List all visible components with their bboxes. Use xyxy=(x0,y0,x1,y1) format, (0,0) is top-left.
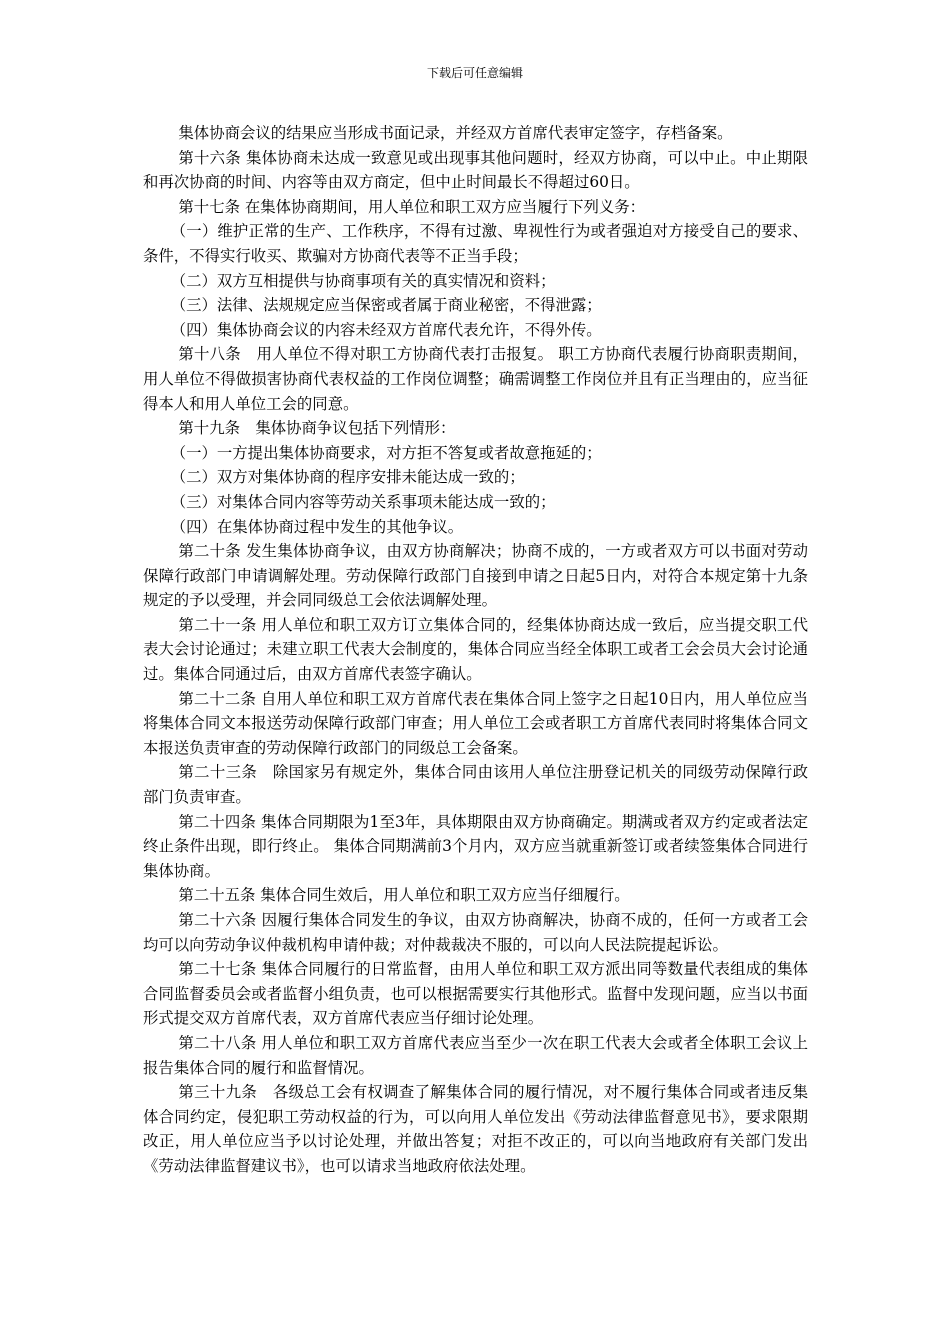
list-item: （一）维护正常的生产、工作秩序，不得有过激、卑视性行为或者强迫对方接受自己的要求、条件，不得实行收买、欺骗对方协商代表等不正当手段； xyxy=(143,222,808,265)
article-39-paragraph: 第三十九条 各级总工会有权调查了解集体合同的履行情况，对不履行集体合同或者违反集体合同约定，侵犯职工劳动权益的行为，可以向用人单位发出《劳动法律监督意见书》，要求限期改正，用人单位应当予以讨论处理，并做出答复；对拒不改正的，可以向当地政府有关部门发出《劳动法律监督建议书》，也可以请求当地政府依法处理。 xyxy=(143,1083,808,1175)
article-16-paragraph: 第十六条 集体协商未达成一致意见或出现事其他问题时，经双方协商，可以中止。中止期限和再次协商的时间、内容等由双方商定，但中止时间最长不得超过60日。 xyxy=(143,148,808,192)
article-27-paragraph: 第二十七条 集体合同履行的日常监督，由用人单位和职工双方派出同等数量代表组成的集体合同监督委员会或者监督小组负责，也可以根据需要实行其他形式。监督中发现问题，应当以书面形式提交双方首席代表，双方首席代表应当仔细讨论处理。 xyxy=(143,960,808,1028)
page-header: 下载后可任意编辑 xyxy=(426,66,523,80)
document-body xyxy=(143,121,808,1179)
list-item: （二）双方互相提供与协商事项有关的真实情况和资料； xyxy=(170,271,556,290)
article-22-paragraph: 第二十二条 自用人单位和职工双方首席代表在集体合同上签字之日起10日内，用人单位应当将集体合同文本报送劳动保障行政部门审查；用人单位工会或者职工方首席代表同时将集体合同文本报送负责审查的劳动保障行政部门的同级总工会备案。 xyxy=(143,689,808,757)
list-item: （三）法律、法规规定应当保密或者属于商业秘密，不得泄露； xyxy=(170,296,602,315)
article-28-paragraph: 第二十八条 用人单位和职工双方首席代表应当至少一次在职工代表大会或者全体职工会议上报告集体合同的履行和监督情况。 xyxy=(143,1033,808,1077)
article-17-paragraph: 第十七条 在集体协商期间，用人单位和职工双方应当履行下列义务： xyxy=(178,197,646,216)
list-item: （四）集体协商会议的内容未经双方首席代表允许，不得外传。 xyxy=(170,320,602,339)
article-23-paragraph: 第二十三条 除国家另有规定外，集体合同由该用人单位注册登记机关的同级劳动保障行政部门负责审查。 xyxy=(143,763,808,807)
article-21-paragraph: 第二十一条 用人单位和职工双方订立集体合同的，经集体协商达成一致后，应当提交职工代表大会讨论通过；未建立职工代表大会制度的，集体合同应当经全体职工或者工会会员大会讨论通过。集体合同通过后，由双方首席代表签字确认。 xyxy=(143,615,808,684)
article-19-paragraph: 第十九条 集体协商争议包括下列情形： xyxy=(178,419,456,438)
list-item: （一）一方提出集体协商要求，对方拒不答复或者故意拖延的； xyxy=(170,443,602,462)
article-24-paragraph: 第二十四条 集体合同期限为1至3年，具体期限由双方协商确定。期满或者双方约定或者法定终止条件出现，即行终止。 集体合同期满前3个月内，双方应当就重新签订或者续签集体合同进行集体协商。 xyxy=(143,812,808,880)
list-item: （三）对集体合同内容等劳动关系事项未能达成一致的； xyxy=(170,492,556,511)
article-25-paragraph: 第二十五条 集体合同生效后，用人单位和职工双方应当仔细履行。 xyxy=(178,886,630,905)
body-paragraph: 集体协商会议的结果应当形成书面记录，并经双方首席代表审定签字，存档备案。 xyxy=(178,124,733,142)
article-18-paragraph: 第十八条 用人单位不得对职工方协商代表打击报复。 职工方协商代表履行协商职责期间，用人单位不得做损害协商代表权益的工作岗位调整；确需调整工作岗位并且有正当理由的，应当征得本人和用人单位工会的同意。 xyxy=(143,345,808,413)
list-item: （二）双方对集体协商的程序安排未能达成一致的； xyxy=(170,468,525,487)
article-20-paragraph: 第二十条 发生集体协商争议，由双方协商解决；协商不成的，一方或者双方可以书面对劳动保障行政部门申请调解处理。劳动保障行政部门自接到申请之日起5日内，对符合本规定第十九条规定的予以受理，并会同同级总工会依法调解处理。 xyxy=(143,542,808,610)
article-26-paragraph: 第二十六条 因履行集体合同发生的争议，由双方协商解决，协商不成的，任何一方或者工会均可以向劳动争议仲裁机构申请仲裁；对仲裁裁决不服的，可以向人民法院提起诉讼。 xyxy=(143,911,808,954)
list-item: （四）在集体协商过程中发生的其他争议。 xyxy=(170,517,464,536)
